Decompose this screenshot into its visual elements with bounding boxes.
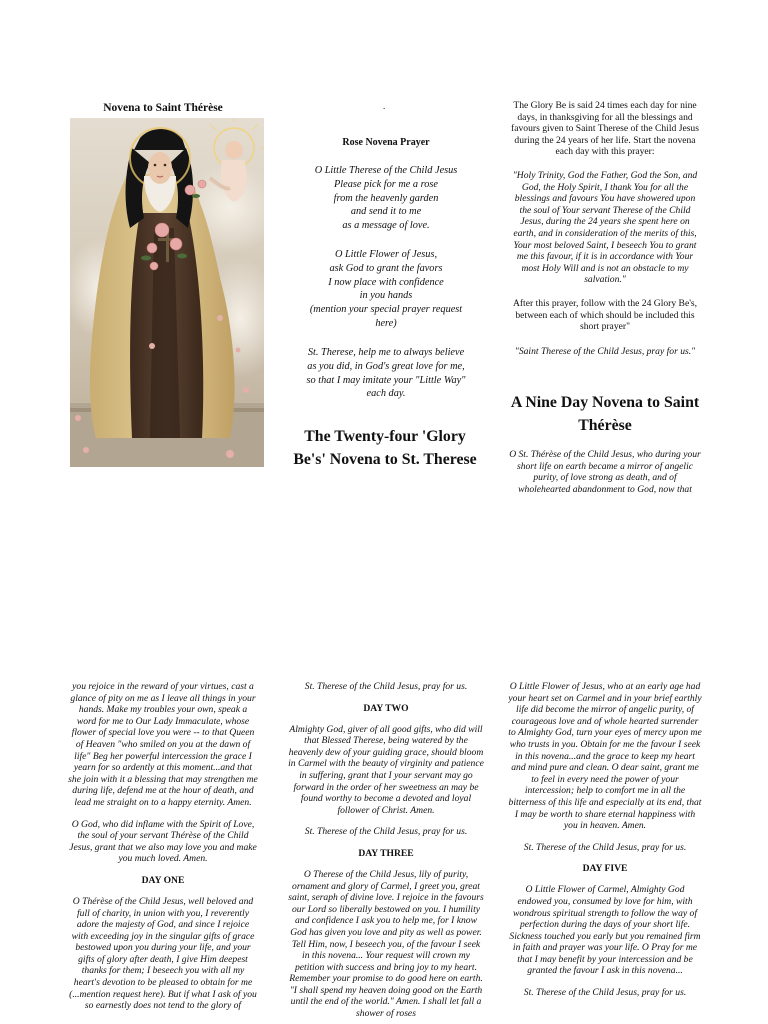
verse-line: O Little Therese of the Child Jesus (314, 165, 458, 176)
verse-line: so that I may imitate your "Little Way" (306, 374, 466, 386)
verse-line: from the heavenly garden (333, 192, 439, 204)
day-one-heading: DAY ONE (141, 874, 185, 886)
short-prayer: "Saint Therese of the Child Jesus, pray for us." (514, 346, 696, 357)
rose-verse-3 (288, 346, 484, 401)
bottom-right-column (508, 681, 702, 1024)
nine-day-novena-heading: A Nine Day Novena to Saint Thérèse (510, 394, 700, 434)
closing-prayer: O God, who did inflame with the Spirit of Love, the soul of your servant Thérèse of the Child Jesus, grant that we also may love you and make you much loved. Amen. (69, 818, 257, 865)
verse-line: I now place with confidence (328, 276, 444, 288)
pray-for-us-line: St. Therese of the Child Jesus, pray for us. (523, 841, 687, 853)
verse-line: O Little Flower of Jesus, (334, 249, 438, 260)
verse-line: in you hands (359, 290, 413, 302)
day-two-text: Almighty God, giver of all good gifts, who did will that Blessed Therese, being watered by the heavenly dew of your guiding grace, should bloom in Carmel with the beauty of virginity and patience in suffering, grant that I your servant may go forward in the order of her sweetness an may be found worthy to become a devoted and loyal follower of Christ. Amen. (288, 723, 484, 816)
day-three-heading: DAY THREE (358, 847, 414, 859)
verse-line: and send it to me (350, 206, 422, 218)
day-four-text: O Little Flower of Jesus, who at an early age had your heart set on Carmel and in your brief earthly life did become the mirror of angelic purity, of courageous love and of whole hearted surrender to Almighty God, turn your eyes of mercy upon me who trusts in you. Obtain for me the favour I seek in this novena...and the grace to keep my heart and mind pure and clean. O dear saint, grant me to feel in every need the power of your intercession; help to comfort me in all the bitterness of this life and especially at its end, that I may be worth to share eternal happiness with you in heaven. Amen. (508, 681, 702, 832)
day-five-text: O Little Flower of Carmel, Almighty God endowed you, consumed by love for him, with wondrous spiritual strength to follow the way of perfection during the days of your short life. Sickness touched you early but you remained firm in faith and prayer was your life. O Pray for me that I may benefit by your intercession and be granted the favour I ask in this novena... (509, 884, 701, 977)
rose-novena-heading: Rose Novena Prayer (342, 137, 430, 148)
verse-line: each day. (366, 388, 406, 400)
verse-line: as a message of love. (342, 220, 430, 232)
verse-line: as you did, in God's great love for me, (307, 360, 465, 372)
after-prayer-note: After this prayer, follow with the 24 Glory Be's, between each of which should be included this short prayer" (512, 298, 698, 333)
opening-prayer: "Holy Trinity, God the Father, God the Son, and God, the Holy Spirit, I thank You for all the blessings and favours You have showered upon the soul of Your servant Therese of the Child Jesus, during the 24 years she spent here on earth, and in consideration of the merits of this, Your most beloved Saint, I beseech You to grant me this favour, if it is in accordance with Your most Holy Will and is not an obstacle to my salvation." (512, 170, 698, 286)
pray-for-us-line: St. Therese of the Child Jesus, pray for us. (523, 987, 687, 999)
rose-verse-1 (288, 164, 484, 233)
saint-therese-painting (70, 118, 264, 467)
bottom-middle-column (288, 681, 484, 1024)
pray-for-us-line: St. Therese of the Child Jesus, pray for us. (304, 826, 468, 838)
glory-be-intro: The Glory Be is said 24 times each day for nine days, in thanksgiving for all the blessings and favours given to Saint Therese of the Child Jesus during the 24 years of her life. Start the novena each day with this prayer: (511, 100, 699, 158)
verse-line: St. Therese, help me to always believe (307, 347, 465, 358)
verse-line: (mention your special prayer request (309, 304, 463, 316)
day-three-text: O Therese of the Child Jesus, lily of purity, ornament and glory of Carmel, I greet you, great saint, seraph of divine love. I rejoice in the favours our Lord so liberally bestowed on you. I humility and confidence I ask you to help me, for I know God has given you love and pity as well as power. Tell Him, now, I beseech you, of the favour I seek in this novena... Your request will crown my petition with success and bring joy to my heart. Remember your promise to do good here on earth. "I shall spend my heaven doing good on the Earth until the end of the world." Amen. I shall let fall a shower of roses (288, 868, 484, 1020)
nine-day-opening: O St. Thérèse of the Child Jesus, who during your short life on earth became a mirror of angelic purity, of love strong as death, and of wholehearted abandonment to God, now that (509, 449, 701, 495)
day-two-heading: DAY TWO (363, 702, 409, 714)
rose-verse-2 (288, 248, 484, 331)
verse-line: ask God to grant the favors (329, 262, 443, 274)
separator-dot: . (383, 101, 386, 111)
pray-for-us-line: St. Therese of the Child Jesus, pray for us. (304, 681, 468, 692)
day-five-heading: DAY FIVE (582, 863, 628, 875)
day-one-text: O Thérèse of the Child Jesus, well beloved and full of charity, in union with you, I reverently adore the majesty of God, and since I rejoice with exceeding joy in the singular gifts of grace bestowed upon you during your life, and your gifts of glory after death, I give Him deepest thanks for them; I beseech you with all my heart's devotion to be pleased to obtain for me (...mention request here). But if what I ask of you so earnestly does not tend to the glory of (69, 895, 257, 1012)
bottom-left-column (68, 681, 258, 1024)
page-title: Novena to Saint Thérèse (103, 102, 223, 114)
verse-line: Please pick for me a rose (334, 178, 438, 190)
glory-be-novena-heading: The Twenty-four 'Glory Be's' Novena to St. Therese (293, 428, 477, 468)
verse-line: here) (375, 317, 397, 329)
novena-continuation: you rejoice in the reward of your virtues, cast a glance of pity on me as I leave all things in your hands. Make my troubles your own, speak a word for me to Our Lady Immaculate, whose flower of special love you were -- to that Queen of Heaven "who smiled on you at the dawn of life" Beg her powerful intercession the grace I yearn for so ardently at this moment...and that she join with it a blessing that may strengthen me during life, defend me at the hour of death, and lead me straight on to a happy eternity. Amen. (68, 681, 258, 808)
